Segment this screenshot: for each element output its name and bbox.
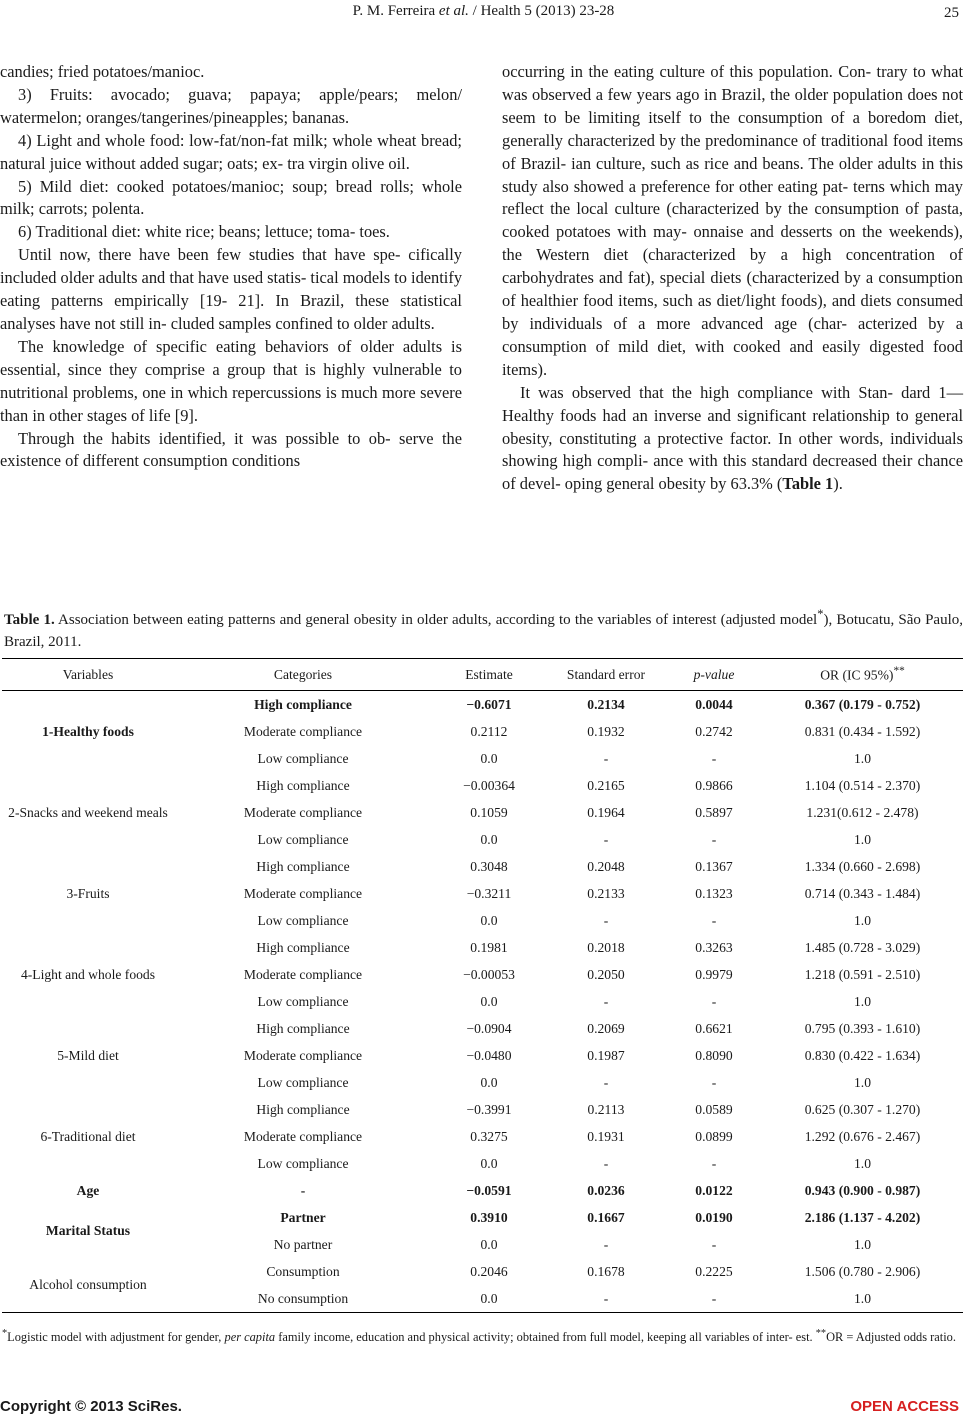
caption-sup: * <box>817 607 824 621</box>
cell-variable: 4-Light and whole foods <box>20 966 156 982</box>
cell-variable: Age <box>76 1182 100 1198</box>
cell-estimate: 0.0 <box>432 1285 546 1313</box>
col-header-estimate: Estimate <box>432 659 546 691</box>
footnote-star2: ** <box>815 1328 827 1339</box>
cell-estimate: −0.3991 <box>466 1101 512 1117</box>
cell-p: 0.2742 <box>695 723 733 739</box>
cell-se: 0.1987 <box>587 1047 625 1063</box>
cell-se: 0.2050 <box>587 966 625 982</box>
cell-or: 1.0 <box>762 1285 963 1313</box>
cell-category: High compliance <box>256 777 350 793</box>
cell-category: Moderate compliance <box>243 966 363 982</box>
cell-se: 0.1667 <box>587 1209 625 1225</box>
cell-p: 0.1367 <box>695 858 733 874</box>
paragraph: Until now, there have been few studies that have spe- cifically included older adults and that have used statis- tical models to identify eating patterns empirically [19- 21]. In Brazil, these statistical analyses have not still in- cluded samples confined to older adults. <box>0 245 463 333</box>
table-caption <box>4 603 963 653</box>
cell-estimate: −0.00053 <box>463 966 515 982</box>
cell-category: High compliance <box>256 939 350 955</box>
cell-p: 0.0044 <box>695 696 733 712</box>
cell-variable: 5-Mild diet <box>57 1047 119 1063</box>
paragraph: candies; fried potatoes/manioc. <box>0 62 205 81</box>
left-column <box>0 61 462 473</box>
caption-label: Table 1. <box>4 612 55 628</box>
cell-category: High compliance <box>256 1020 350 1036</box>
cell-p: 0.3263 <box>695 939 733 955</box>
table-row <box>2 934 963 961</box>
paragraph: 3) Fruits: avocado; guava; papaya; apple/pears; melon/ watermelon; oranges/tangerines/pineapples; bananas. <box>0 84 462 127</box>
col-header-or <box>762 659 963 691</box>
cell-variable: 2-Snacks and weekend meals <box>8 804 168 820</box>
cell-or: 0.625 (0.307 - 1.270) <box>804 1101 921 1117</box>
table-reference[interactable]: Table 1 <box>782 474 834 494</box>
cell-estimate: 0.3275 <box>470 1128 508 1144</box>
cell-category: Moderate compliance <box>243 804 363 820</box>
caption-text: Association between eating patterns and general obesity in older adults, according to the variables of interest (adjusted model <box>54 612 818 628</box>
cell-estimate: −0.3211 <box>466 885 512 901</box>
col-header-se: Standard error <box>546 659 666 691</box>
cell-or: 1.506 (0.780 - 2.906) <box>804 1263 921 1279</box>
footnote-italic: per capita <box>224 1330 276 1345</box>
cell-variable: 6-Traditional diet <box>40 1128 136 1144</box>
cell-category: Low compliance <box>257 1155 349 1171</box>
footnote-text1: Logistic model with adjustment for gender, <box>7 1330 225 1345</box>
cell-se: - <box>603 912 609 928</box>
cell-category: Moderate compliance <box>243 1128 363 1144</box>
cell-se: 0.2113 <box>587 1101 625 1117</box>
cell-p: 0.9866 <box>695 777 733 793</box>
paragraph: 4) Light and whole food: low-fat/non-fat milk; whole wheat bread; natural juice without added sugar; oats; ex- tra virgin olive oil. <box>0 130 462 173</box>
cell-estimate: −0.0904 <box>466 1020 512 1036</box>
cell-estimate: −0.0480 <box>466 1047 512 1063</box>
cell-p: - <box>711 831 717 847</box>
running-title <box>0 3 967 20</box>
cell-se: 0.1964 <box>587 804 625 820</box>
cell-or: 1.104 (0.514 - 2.370) <box>804 777 921 793</box>
col-header-pvalue <box>666 659 762 691</box>
cell-se: - <box>603 1074 609 1090</box>
cell-variable: Marital Status <box>45 1223 131 1238</box>
cell-category: Moderate compliance <box>243 885 363 901</box>
cell-estimate: 0.2112 <box>470 723 508 739</box>
cell-or: 0.714 (0.343 - 1.484) <box>804 885 921 901</box>
cell-or: 0.831 (0.434 - 1.592) <box>804 723 921 739</box>
cell-se: 0.2048 <box>587 858 625 874</box>
paragraph: Through the habits identified, it was possible to ob- serve the existence of different consumption conditions <box>0 428 462 471</box>
cell-estimate: 0.2046 <box>470 1263 508 1279</box>
cell-se: 0.2069 <box>587 1020 625 1036</box>
footnote-star: * <box>2 1328 8 1339</box>
cell-p: 0.0589 <box>695 1101 733 1117</box>
cell-p: - <box>711 993 717 1009</box>
cell-estimate: −0.00364 <box>463 777 515 793</box>
cell-estimate: 0.0 <box>480 1236 498 1252</box>
cell-se: 0.2134 <box>587 696 625 712</box>
cell-se: 0.2133 <box>587 885 625 901</box>
cell-se: 0.2018 <box>587 939 625 955</box>
cell-or: 1.0 <box>854 1074 871 1090</box>
results-table <box>2 658 963 1313</box>
cell-or: 1.0 <box>854 993 871 1009</box>
cell-estimate: 0.0 <box>480 1155 498 1171</box>
cell-variable: 3-Fruits <box>66 885 110 901</box>
footnote-text2: family income, education and physical activity; obtained from full model, keeping all variables of inter- est. <box>275 1330 816 1345</box>
cell-se: - <box>603 1155 609 1171</box>
cell-or: 1.218 (0.591 - 2.510) <box>804 966 921 982</box>
cell-category: Partner <box>280 1209 326 1225</box>
col-header-categories: Categories <box>174 659 432 691</box>
cell-or: 0.830 (0.422 - 1.634) <box>804 1047 921 1063</box>
cell-p: - <box>711 1155 717 1171</box>
cell-or: 2.186 (1.137 - 4.202) <box>804 1209 921 1225</box>
cell-se: - <box>603 831 609 847</box>
footnote-text3: OR = Adjusted odds ratio. <box>826 1330 956 1345</box>
paragraph-text: It was observed that the high compliance with Stan- dard 1—Healthy foods had an inverse and significant relationship to general obesity, constituting a protective factor. In other words, individuals showing high compli- ance with this standard decreased their chance of devel- oping general obesity by 63.3% ( <box>502 382 963 494</box>
cell-se: 0.0236 <box>587 1182 625 1198</box>
paragraph: occurring in the eating culture of this population. Con- trary to what was observed a few years ago in Brazil, the older population does not seem to be limiting itself to the consumption of a boredom diet, generally characterized by the predominance of traditional food items of Brazil- ian culture, such as rice and beans. The older adults in this study also showed a preference for other eating pat- terns which may reflect the local culture (characterized by the consumption of pasta, cooked potatoes with may- onnaise and desserts on the weekends), the Western diet (characterized by a high concentration of carbohydrates and fat), special diets (characterized by a consumption of healthier food items, such as diet/light foods), and diets consumed by individuals of a more advanced age (char- acterized by a consumption of mild diet, with cooked and easily digested food items). <box>502 62 963 379</box>
right-column <box>502 61 963 496</box>
cell-or: 1.485 (0.728 - 3.029) <box>804 939 921 955</box>
cell-category: Low compliance <box>257 750 349 766</box>
header-journal: / Health 5 (2013) 23-28 <box>468 3 615 19</box>
cell-se: 0.1678 <box>587 1263 625 1279</box>
cell-p: 0.2225 <box>695 1263 733 1279</box>
table-footnote <box>2 1324 963 1347</box>
cell-or: 0.367 (0.179 - 0.752) <box>804 696 921 712</box>
table-header-row <box>2 659 963 691</box>
or-label: OR (IC 95%) <box>820 667 894 683</box>
table-row <box>2 772 963 799</box>
cell-p: 0.8090 <box>695 1047 733 1063</box>
cell-estimate: 0.1059 <box>470 804 508 820</box>
cell-variable: 1-Healthy foods <box>42 723 134 739</box>
cell-estimate: 0.0 <box>480 831 498 847</box>
cell-or: 1.0 <box>854 1236 871 1252</box>
cell-p: 0.6621 <box>695 1020 733 1036</box>
cell-p: - <box>666 1285 762 1313</box>
cell-p: 0.0190 <box>695 1209 733 1225</box>
page-number: 25 <box>944 5 959 21</box>
paragraph: The knowledge of specific eating behaviors of older adults is essential, since they comprise a group that is highly vulnerable to nutritional problems, one in which repercussions is much more severe than in other stages of life [9]. <box>0 336 462 425</box>
cell-estimate: 0.0 <box>480 912 498 928</box>
cell-estimate: 0.0 <box>480 993 498 1009</box>
cell-or: 0.943 (0.900 - 0.987) <box>804 1182 921 1198</box>
cell-or: 1.292 (0.676 - 2.467) <box>804 1128 921 1144</box>
cell-category: No partner <box>273 1236 333 1252</box>
cell-se: 0.1932 <box>587 723 625 739</box>
cell-se: - <box>603 993 609 1009</box>
cell-or: 1.0 <box>854 1155 871 1171</box>
paragraph <box>502 382 963 497</box>
cell-p: 0.0899 <box>695 1128 733 1144</box>
cell-or: 1.0 <box>854 831 871 847</box>
cell-category: High compliance <box>256 1101 350 1117</box>
pvalue-label: p-value <box>693 666 735 682</box>
cell-category: Consumption <box>266 1263 340 1279</box>
cell-category: Low compliance <box>257 1074 349 1090</box>
cell-or: 1.334 (0.660 - 2.698) <box>804 858 921 874</box>
cell-category: Moderate compliance <box>243 723 363 739</box>
cell-p: - <box>711 1074 717 1090</box>
cell-category: Moderate compliance <box>243 1047 363 1063</box>
cell-variable: Alcohol consumption <box>2 1258 174 1313</box>
cell-se: - <box>546 1285 666 1313</box>
col-header-variables: Variables <box>2 659 174 691</box>
cell-or: 1.0 <box>854 750 871 766</box>
copyright: Copyright © 2013 SciRes. <box>0 1398 182 1415</box>
table-row <box>2 1177 963 1204</box>
cell-p: 0.9979 <box>695 966 733 982</box>
table-row <box>2 853 963 880</box>
cell-category: Low compliance <box>257 831 349 847</box>
cell-or: 1.0 <box>854 912 871 928</box>
paragraph: 5) Mild diet: cooked potatoes/manioc; soup; bread rolls; whole milk; carrots; polenta. <box>0 176 462 219</box>
cell-or: 0.795 (0.393 - 1.610) <box>804 1020 921 1036</box>
cell-p: - <box>711 912 717 928</box>
open-access-label: OPEN ACCESS <box>850 1398 959 1415</box>
cell-or: 1.231(0.612 - 2.478) <box>806 804 919 820</box>
cell-estimate: 0.0 <box>480 1074 498 1090</box>
cell-p: - <box>711 1236 717 1252</box>
header-authors: P. M. Ferreira <box>352 3 439 19</box>
cell-estimate: −0.0591 <box>466 1182 512 1198</box>
cell-category: High compliance <box>254 696 352 712</box>
cell-category: - <box>300 1182 306 1198</box>
cell-p: 0.1323 <box>695 885 733 901</box>
cell-se: 0.1931 <box>587 1128 625 1144</box>
cell-estimate: 0.3048 <box>470 858 508 874</box>
table-row <box>2 691 963 719</box>
cell-estimate: 0.1981 <box>470 939 508 955</box>
caption-end: ), Botucatu, São Paulo, Brazil, 2011. <box>4 612 963 650</box>
cell-se: - <box>603 750 609 766</box>
cell-category: Low compliance <box>257 912 349 928</box>
table-row <box>2 1096 963 1123</box>
table-row <box>2 1015 963 1042</box>
cell-se: 0.2165 <box>587 777 625 793</box>
or-sup: ** <box>893 665 905 678</box>
cell-p: 0.5897 <box>695 804 733 820</box>
table-body <box>2 691 963 1313</box>
paragraph: 6) Traditional diet: white rice; beans; lettuce; toma- toes. <box>18 222 390 242</box>
header-et-al: et al. <box>438 3 469 19</box>
cell-se: - <box>603 1236 609 1252</box>
cell-category: High compliance <box>256 858 350 874</box>
cell-estimate: 0.3910 <box>470 1209 508 1225</box>
cell-p: - <box>711 750 717 766</box>
cell-category: Low compliance <box>257 993 349 1009</box>
cell-p: 0.0122 <box>695 1182 733 1198</box>
table-row <box>2 1258 963 1285</box>
table-row <box>2 1204 963 1231</box>
paragraph-text: ). <box>833 474 843 494</box>
cell-estimate: −0.6071 <box>466 696 512 712</box>
cell-category: No consumption <box>174 1285 432 1313</box>
cell-estimate: 0.0 <box>480 750 498 766</box>
